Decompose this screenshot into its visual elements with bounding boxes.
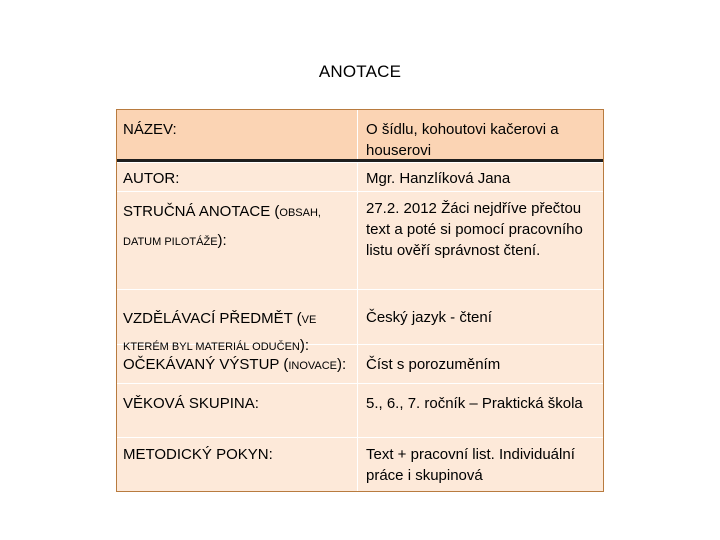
row-value-text: Mgr. Hanzlíková Jana	[366, 170, 511, 187]
row-value	[358, 438, 603, 491]
row-value-text: O šídlu, kohoutovi kačerovi a houserovi	[366, 121, 559, 159]
row-value-text: 27.2. 2012 Žáci nejdříve přečtou text a poté si pomocí pracovního listu ověří správnost čtení.	[366, 200, 583, 259]
row-label	[117, 192, 358, 289]
row-label-end: ):	[299, 337, 310, 354]
row-label-main: OČEKÁVANÝ VÝSTUP (	[123, 356, 289, 373]
row-value	[358, 192, 603, 289]
row-label-text: AUTOR:	[123, 170, 180, 187]
row-label-end: ):	[337, 356, 347, 373]
row-label	[117, 438, 358, 491]
row-label	[117, 384, 358, 437]
row-label-end: ):	[217, 232, 227, 249]
row-label	[117, 290, 358, 354]
table-row-vystup	[117, 344, 603, 383]
table-row-predmet	[117, 289, 603, 354]
table-row-anotace	[117, 191, 603, 289]
row-value-text: Číst s porozuměním	[366, 356, 501, 373]
row-label	[117, 110, 358, 159]
row-label-main: STRUČNÁ ANOTACE (	[123, 203, 280, 220]
row-label	[117, 345, 358, 383]
row-label-note: VE KTERÉM BYL MATERIÁL ODUČEN	[123, 314, 317, 353]
row-label-text: METODICKÝ POKYN:	[123, 446, 273, 463]
table-row-metodicky-pokyn	[117, 437, 603, 491]
table-row-autor	[117, 162, 603, 191]
row-label	[117, 163, 358, 191]
row-value	[358, 163, 603, 191]
row-value-text: 5., 6., 7. ročník – Praktická škola	[366, 395, 583, 412]
row-value-text: Text + pracovní list. Individuální práce i skupinová	[366, 446, 575, 484]
row-label-note: INOVACE	[288, 360, 338, 372]
row-label-text: VĚKOVÁ SKUPINA:	[123, 395, 259, 412]
row-value	[358, 345, 603, 383]
row-value	[358, 290, 603, 344]
row-label-main: VZDĚLÁVACÍ PŘEDMĚT (	[123, 310, 302, 327]
annotation-table	[116, 109, 604, 492]
row-value	[358, 110, 603, 159]
row-value-text: Český jazyk - čtení	[366, 309, 492, 326]
row-label-text: NÁZEV:	[123, 121, 177, 138]
page-title: ANOTACE	[318, 62, 402, 81]
table-row-vekova-skupina	[117, 383, 603, 437]
table-row-nazev	[117, 110, 603, 162]
row-label-note: OBSAH, DATUM PILOTÁŽE	[123, 207, 321, 248]
row-value	[358, 384, 603, 437]
